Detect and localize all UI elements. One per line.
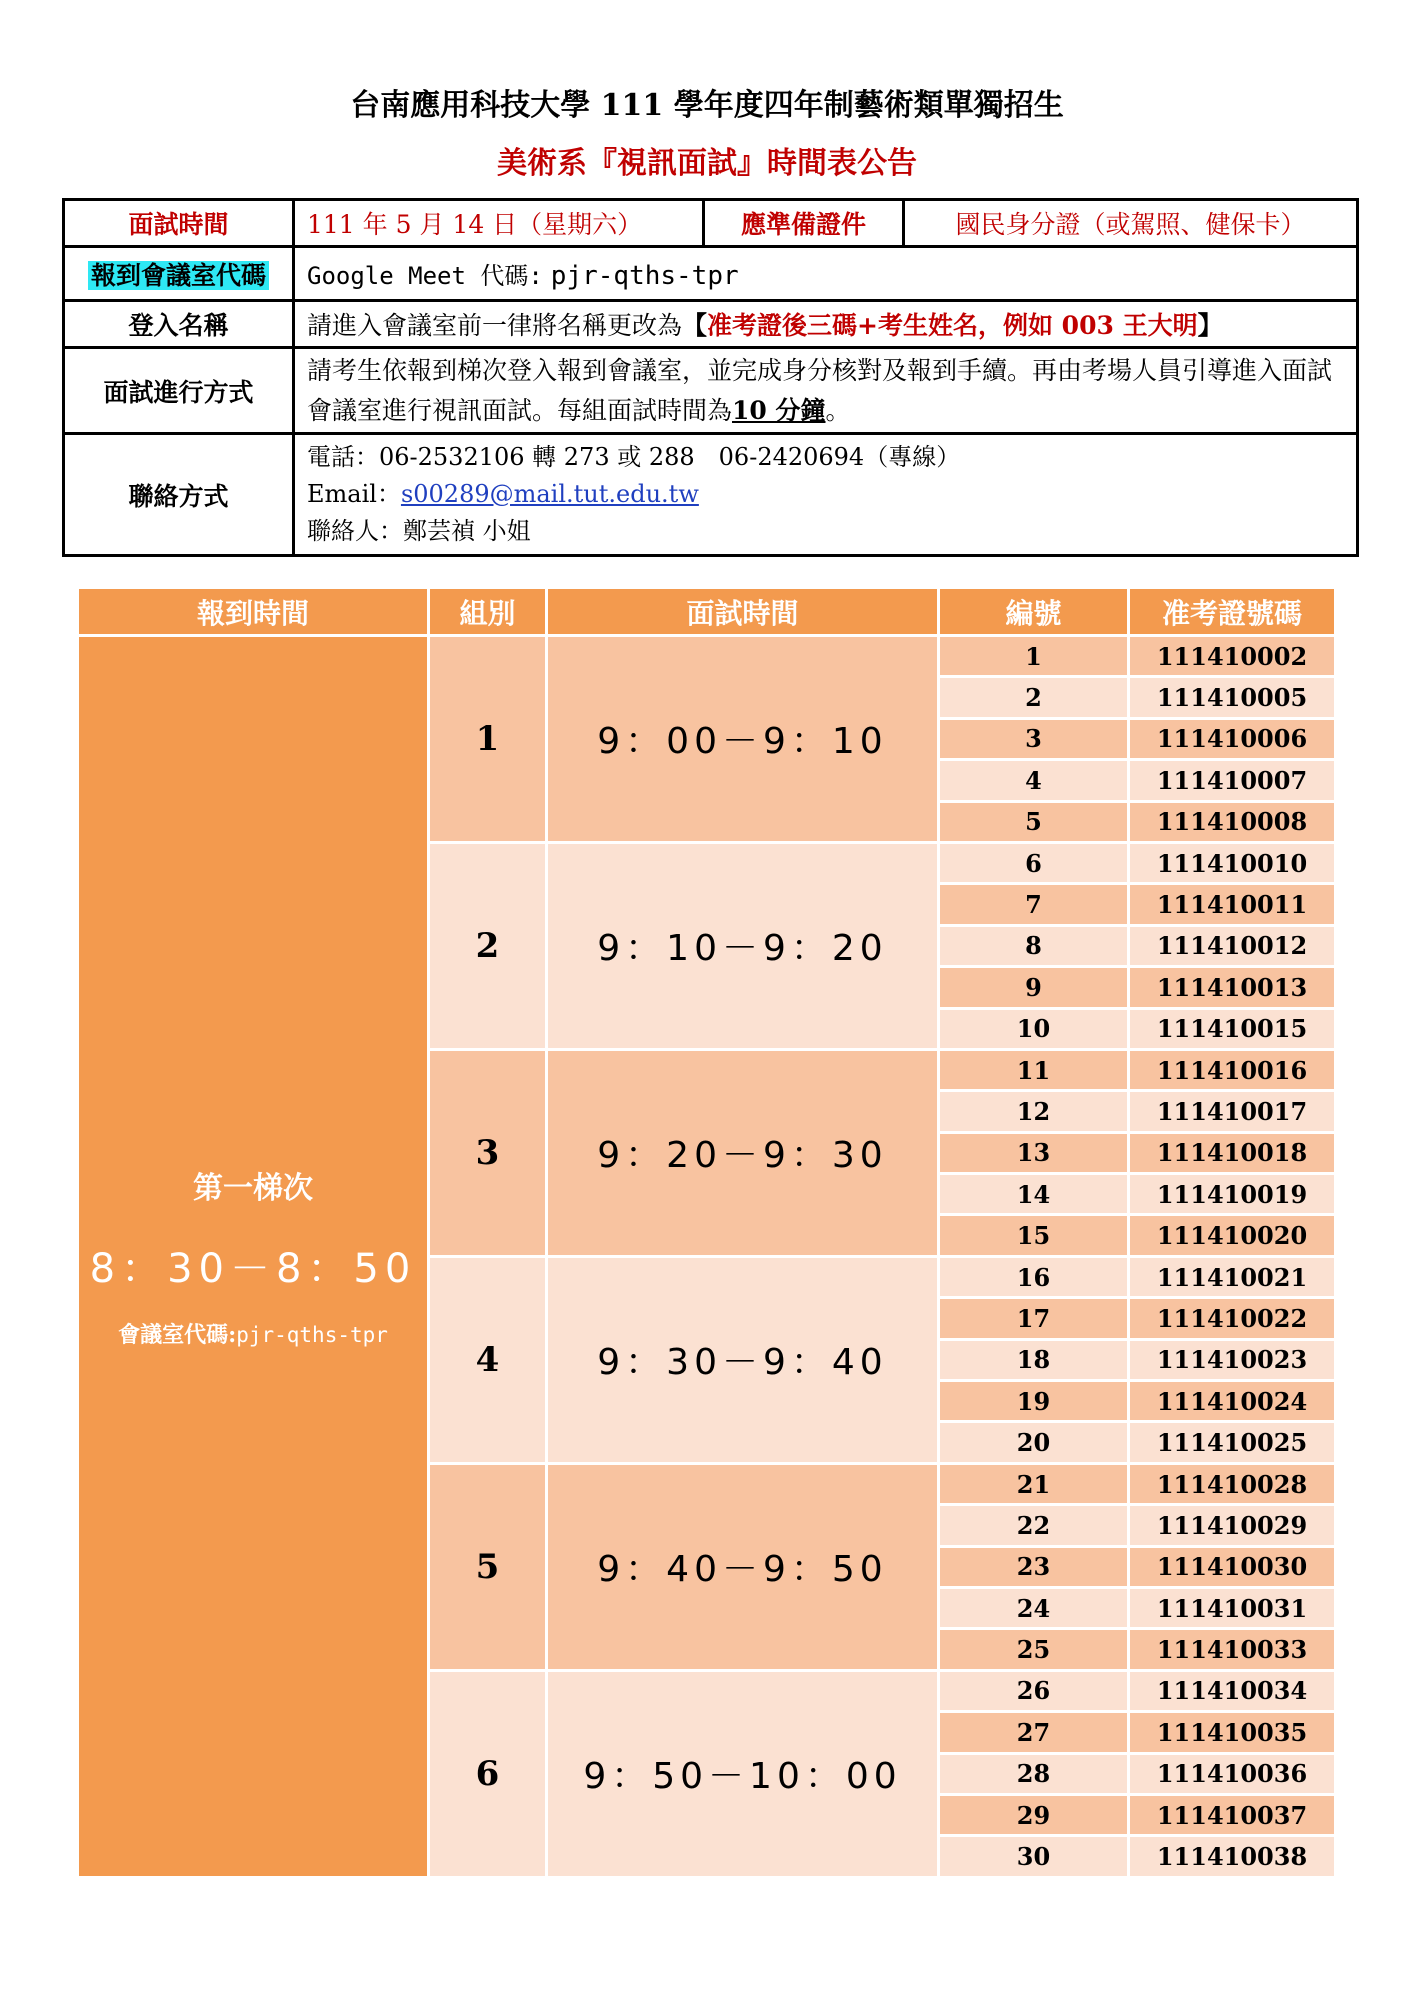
contact-cell: [294, 434, 1358, 556]
info-row-room-code: [64, 247, 1358, 301]
info-row-interview-time: [64, 200, 1358, 247]
admission-number: 111410028: [1130, 1465, 1337, 1506]
document-title: 台南應用科技大學 111 學年度四年制藝術類單獨招生: [350, 88, 1064, 123]
group-interview-time: 9：30－9：40: [548, 1258, 940, 1465]
admission-number: 111410038: [1130, 1837, 1337, 1878]
row-number: 11: [940, 1051, 1130, 1092]
admission-number: 111410023: [1130, 1341, 1337, 1382]
documents-label: 應準備證件: [704, 200, 904, 247]
batch-name: 第一梯次: [193, 1171, 313, 1207]
info-row-method: [64, 348, 1358, 434]
info-row-login-name: [64, 301, 1358, 348]
row-number: 9: [940, 968, 1130, 1009]
group-interview-time: 9：10－9：20: [548, 844, 940, 1051]
admission-number: 111410018: [1130, 1134, 1337, 1175]
info-row-contact: [64, 434, 1358, 556]
admission-number: 111410031: [1130, 1589, 1337, 1630]
batch-time: 8：30－8：50: [89, 1246, 417, 1293]
login-name-example: 准考證後三碼+考生姓名，例如 003 王大明: [707, 311, 1198, 340]
header-admission-number: 准考證號碼: [1130, 589, 1337, 637]
schedule-header-row: [79, 589, 1337, 637]
row-number: 8: [940, 927, 1130, 968]
schedule-body: [79, 637, 1337, 1879]
contact-person: 聯絡人：鄭芸禎 小姐: [307, 517, 531, 545]
admission-number: 111410037: [1130, 1796, 1337, 1837]
row-number: 30: [940, 1837, 1130, 1878]
row-number: 23: [940, 1548, 1130, 1589]
row-number: 20: [940, 1423, 1130, 1464]
row-number: 13: [940, 1134, 1130, 1175]
admission-number: 111410021: [1130, 1258, 1337, 1299]
row-number: 15: [940, 1216, 1130, 1257]
login-name-text: 請進入會議室前一律將名稱更改為: [307, 311, 683, 340]
row-number: 27: [940, 1713, 1130, 1754]
row-number: 18: [940, 1341, 1130, 1382]
header-interview-time: 面試時間: [548, 589, 940, 637]
contact-label: 聯絡方式: [64, 434, 294, 556]
room-code-prefix: Google Meet 代碼:: [307, 262, 543, 290]
batch-room-code: pjr-qths-tpr: [236, 1323, 388, 1348]
room-code-label: 報到會議室代碼: [88, 261, 269, 290]
contact-phone: 電話：06-2532106 轉 273 或 288 06-2420694（專線）: [307, 443, 961, 471]
admission-number: 111410019: [1130, 1175, 1337, 1216]
group-number: 5: [430, 1465, 548, 1672]
document-subtitle: 美術系『視訊面試』時間表公告: [497, 146, 917, 181]
method-cell: [294, 348, 1358, 434]
group-interview-time: 9：20－9：30: [548, 1051, 940, 1258]
header-number: 編號: [940, 589, 1130, 637]
admission-number: 111410015: [1130, 1010, 1337, 1051]
admission-number: 111410033: [1130, 1630, 1337, 1671]
contact-email-label: Email：: [307, 480, 401, 508]
admission-number: 111410017: [1130, 1092, 1337, 1133]
admission-number: 111410034: [1130, 1672, 1337, 1713]
row-number: 26: [940, 1672, 1130, 1713]
documents-value: 國民身分證（或駕照、健保卡）: [904, 200, 1358, 247]
row-number: 10: [940, 1010, 1130, 1051]
admission-number: 111410011: [1130, 885, 1337, 926]
batch-cell: [79, 637, 430, 1879]
row-number: 7: [940, 885, 1130, 926]
row-number: 6: [940, 844, 1130, 885]
group-number: 6: [430, 1672, 548, 1879]
batch-room: [79, 1318, 427, 1349]
admission-number: 111410002: [1130, 637, 1337, 678]
row-number: 14: [940, 1175, 1130, 1216]
row-number: 1: [940, 637, 1130, 678]
method-duration: 10 分鐘: [732, 395, 826, 425]
group-number: 3: [430, 1051, 548, 1258]
group-interview-time: 9：00－9：10: [548, 637, 940, 844]
info-table: [62, 198, 1359, 557]
login-name-bracket-close: 】: [1197, 311, 1223, 340]
admission-number: 111410024: [1130, 1382, 1337, 1423]
row-number: 25: [940, 1630, 1130, 1671]
contact-email-link[interactable]: s00289@mail.tut.edu.tw: [400, 480, 699, 508]
row-number: 12: [940, 1092, 1130, 1133]
row-number: 29: [940, 1796, 1130, 1837]
group-number: 4: [430, 1258, 548, 1465]
group-number: 1: [430, 637, 548, 844]
batch-room-label: 會議室代碼:: [118, 1322, 237, 1349]
header-group: 組別: [430, 589, 548, 637]
table-row: [79, 637, 1337, 678]
admission-number: 111410007: [1130, 761, 1337, 802]
row-number: 24: [940, 1589, 1130, 1630]
login-name-bracket-open: 【: [682, 311, 708, 340]
admission-number: 111410029: [1130, 1506, 1337, 1547]
admission-number: 111410036: [1130, 1755, 1337, 1796]
row-number: 3: [940, 720, 1130, 761]
row-number: 19: [940, 1382, 1130, 1423]
room-code-value-cell: [294, 247, 1358, 301]
contact-email-line: [307, 476, 1344, 513]
method-text: 請考生依報到梯次登入報到會議室，並完成身分核對及報到手續。再由考場人員引導進入面試會議室進行視訊面試。每組面試時間為: [307, 355, 1333, 425]
admission-number: 111410022: [1130, 1299, 1337, 1340]
group-number: 2: [430, 844, 548, 1051]
admission-number: 111410013: [1130, 968, 1337, 1009]
row-number: 5: [940, 803, 1130, 844]
interview-time-label: 面試時間: [64, 200, 294, 247]
row-number: 16: [940, 1258, 1130, 1299]
schedule-table: [79, 589, 1337, 1879]
admission-number: 111410035: [1130, 1713, 1337, 1754]
admission-number: 111410012: [1130, 927, 1337, 968]
admission-number: 111410005: [1130, 678, 1337, 719]
interview-time-value: 111 年 5 月 14 日（星期六）: [294, 200, 704, 247]
method-label: 面試進行方式: [64, 348, 294, 434]
row-number: 22: [940, 1506, 1130, 1547]
admission-number: 111410025: [1130, 1423, 1337, 1464]
group-interview-time: 9：40－9：50: [548, 1465, 940, 1672]
login-name-cell: [294, 301, 1358, 348]
admission-number: 111410008: [1130, 803, 1337, 844]
method-end: 。: [825, 395, 851, 425]
row-number: 4: [940, 761, 1130, 802]
admission-number: 111410020: [1130, 1216, 1337, 1257]
admission-number: 111410016: [1130, 1051, 1337, 1092]
room-code-label-cell: [64, 247, 294, 301]
admission-number: 111410006: [1130, 720, 1337, 761]
row-number: 17: [940, 1299, 1130, 1340]
group-interview-time: 9：50－10：00: [548, 1672, 940, 1879]
admission-number: 111410010: [1130, 844, 1337, 885]
row-number: 21: [940, 1465, 1130, 1506]
row-number: 28: [940, 1755, 1130, 1796]
login-name-label: 登入名稱: [64, 301, 294, 348]
room-code-value: pjr-qths-tpr: [550, 261, 739, 291]
admission-number: 111410030: [1130, 1548, 1337, 1589]
row-number: 2: [940, 678, 1130, 719]
header-checkin-time: 報到時間: [79, 589, 430, 637]
